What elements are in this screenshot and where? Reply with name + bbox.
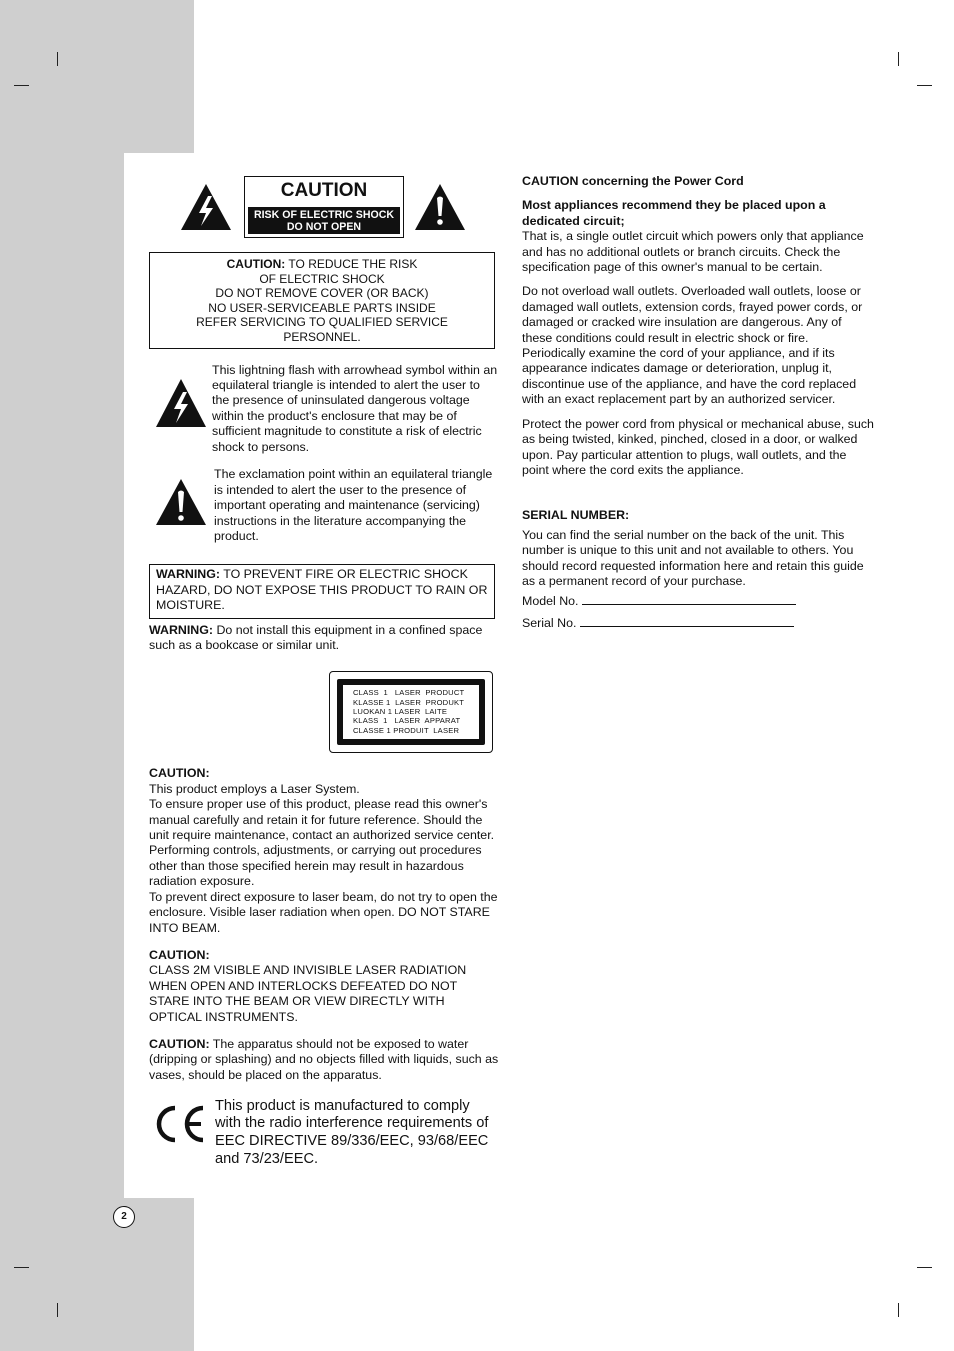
caution-heading: CAUTION: [149, 1036, 210, 1051]
serial-heading: SERIAL NUMBER: [522, 508, 630, 523]
exclamation-warning-icon [413, 182, 467, 232]
caution-heading: CAUTION: [149, 766, 210, 781]
crop-mark [917, 85, 932, 86]
power-cord-heading: CAUTION concerning the Power Cord [522, 174, 744, 188]
crop-mark [898, 1303, 899, 1317]
caution-laser-text: To prevent direct exposure to laser beam, do not try to open the enclosure. Visible laser radiation when open. DO NOT STARE INTO BEAM. [149, 889, 498, 935]
page-number: 2 [113, 1206, 135, 1228]
risk-notice-line: NO USER-SERVICEABLE PARTS INSIDE [208, 300, 436, 315]
caution-water-text: The apparatus should not be exposed to water (dripping or splashing) and no objects filled with liquids, such as vases, should be placed on the apparatus. [149, 1036, 499, 1082]
caution-strip [248, 207, 400, 234]
left-margin-band [0, 153, 124, 1198]
power-cord-para: Protect the power cord from physical or mechanical abuse, such as being twisted, kinked, pinched, closed in a door, or walked upon. Pay particular attention to plugs, wall outlets, and the point where the cord exits the appliance. [522, 416, 874, 477]
risk-notice-lead: CAUTION: [226, 257, 286, 271]
crop-mark [898, 52, 899, 66]
ce-mark-icon [153, 1104, 207, 1144]
ce-compliance [149, 1098, 499, 1168]
model-number-field [522, 593, 874, 609]
laser-label-line: LUOKAN 1 LASER LAITE [353, 707, 448, 717]
exclamation-text: The exclamation point within an equilateral triangle is intended to alert the user to the presence of important operating and maintenance (servicing) instructions in the literature accompanying the product. [214, 467, 493, 544]
right-column [522, 172, 874, 631]
model-number-blank [582, 593, 796, 605]
risk-notice-line: OF ELECTRIC SHOCK [259, 271, 385, 286]
risk-notice-line: TO REDUCE THE RISK [285, 257, 418, 271]
lightning-text: This lightning flash with arrowhead symbol within an equilateral triangle is intended to alert the user to the presence of uninsulated dangerous voltage within the product's enclosure that may be of sufficient magnitude to constitute a risk of electric shock to persons. [212, 362, 498, 454]
caution-sign [244, 176, 404, 238]
caution-laser-text: To ensure proper use of this product, please read this owner's manual carefully and retain it for future reference. Should the unit require maintenance, contact an authorized service center. [149, 797, 495, 843]
caution-label [149, 176, 499, 242]
risk-notice-line: PERSONNEL. [283, 329, 361, 344]
risk-notice-box [149, 252, 495, 349]
warning-text: TO PREVENT FIRE OR ELECTRIC SHOCK HAZARD, DO NOT EXPOSE THIS PRODUCT TO RAIN OR MOISTURE. [156, 567, 488, 613]
caution-subtitle: DO NOT OPEN [286, 221, 362, 233]
exclamation-warning-icon [154, 477, 208, 527]
risk-notice-line: REFER SERVICING TO QUALIFIED SERVICE [196, 315, 448, 330]
power-cord-para: That is, a single outlet circuit which powers only that appliance and has no additional outlets or branch circuits. Check the specification page of this owner's manual to be certain. [522, 229, 864, 275]
power-cord-subheading: Most appliances recommend they be placed upon a dedicated circuit; [522, 198, 826, 228]
risk-notice-line: DO NOT REMOVE COVER (OR BACK) [215, 286, 429, 301]
lightning-warning-icon [154, 377, 208, 429]
serial-number-label: Serial No. [522, 615, 580, 630]
serial-text: You can find the serial number on the back of the unit. This number is unique to this unit and not available to others. You should record requested information here and retain this guide as a permanent record of your purchase. [522, 527, 864, 588]
left-column [149, 172, 499, 1183]
caution-class2m-text: CLASS 2M VISIBLE AND INVISIBLE LASER RADIATION WHEN OPEN AND INTERLOCKS DEFEATED DO NOT STARE INTO THE BEAM OR VIEW DIRECTLY WITH OPTICAL INSTRUMENTS. [149, 963, 467, 1024]
exclamation-explanation [149, 467, 499, 544]
left-margin-band [0, 0, 194, 153]
caution-laser-text: Performing controls, adjustments, or carrying out procedures other than those specified herein may result in hazardous radiation exposure. [149, 843, 482, 889]
lightning-warning-icon [179, 182, 233, 232]
warning-rain-box [149, 564, 495, 618]
crop-mark [57, 1303, 58, 1317]
caution-class2m-section [149, 948, 499, 1025]
warning-lead: WARNING: [156, 567, 221, 582]
serial-number-field [522, 615, 874, 631]
warning-confined-space [149, 623, 499, 654]
laser-product-label [329, 671, 493, 753]
caution-title: CAUTION [280, 180, 368, 201]
laser-label-line: CLASS 1 LASER PRODUCT [353, 688, 465, 698]
warning-lead: WARNING: [149, 622, 214, 637]
crop-mark [917, 1267, 932, 1268]
laser-label-line: KLASSE 1 LASER PRODUKT [353, 697, 465, 707]
serial-number-blank [580, 615, 794, 627]
crop-mark [14, 1267, 29, 1268]
caution-water [149, 1037, 499, 1083]
model-number-label: Model No. [522, 594, 582, 609]
caution-laser-text: This product employs a Laser System. [149, 781, 360, 796]
caution-laser-section [149, 766, 499, 935]
left-margin-band [0, 1198, 194, 1351]
laser-label-line: CLASSE 1 PRODUIT LASER [353, 725, 460, 735]
laser-label-line: KLASS 1 LASER APPARAT [353, 716, 461, 726]
power-cord-para: Do not overload wall outlets. Overloaded wall outlets, loose or damaged wall outlets, extension cords, frayed power cords, or damaged or cracked wire insulation are dangerous. Any of these conditions could result in electric shock or fire. Periodically examine the cord of your appliance, and if its appearance indicates damage or deterioration, unplug it, discontinue use of the appliance, and have the cord replaced with an exact replacement part by an authorized servicer. [522, 284, 863, 407]
crop-mark [14, 85, 29, 86]
ce-text: This product is manufactured to comply with the radio interference requirements of EEC DIRECTIVE 89/336/EEC, 93/68/EEC and 73/23/EEC. [215, 1097, 489, 1167]
lightning-explanation [149, 363, 499, 455]
caution-subtitle: RISK OF ELECTRIC SHOCK [253, 209, 395, 221]
caution-heading: CAUTION: [149, 947, 210, 962]
warning-text: Do not install this equipment in a confined space such as a bookcase or similar unit. [149, 622, 483, 653]
crop-mark [57, 52, 58, 66]
